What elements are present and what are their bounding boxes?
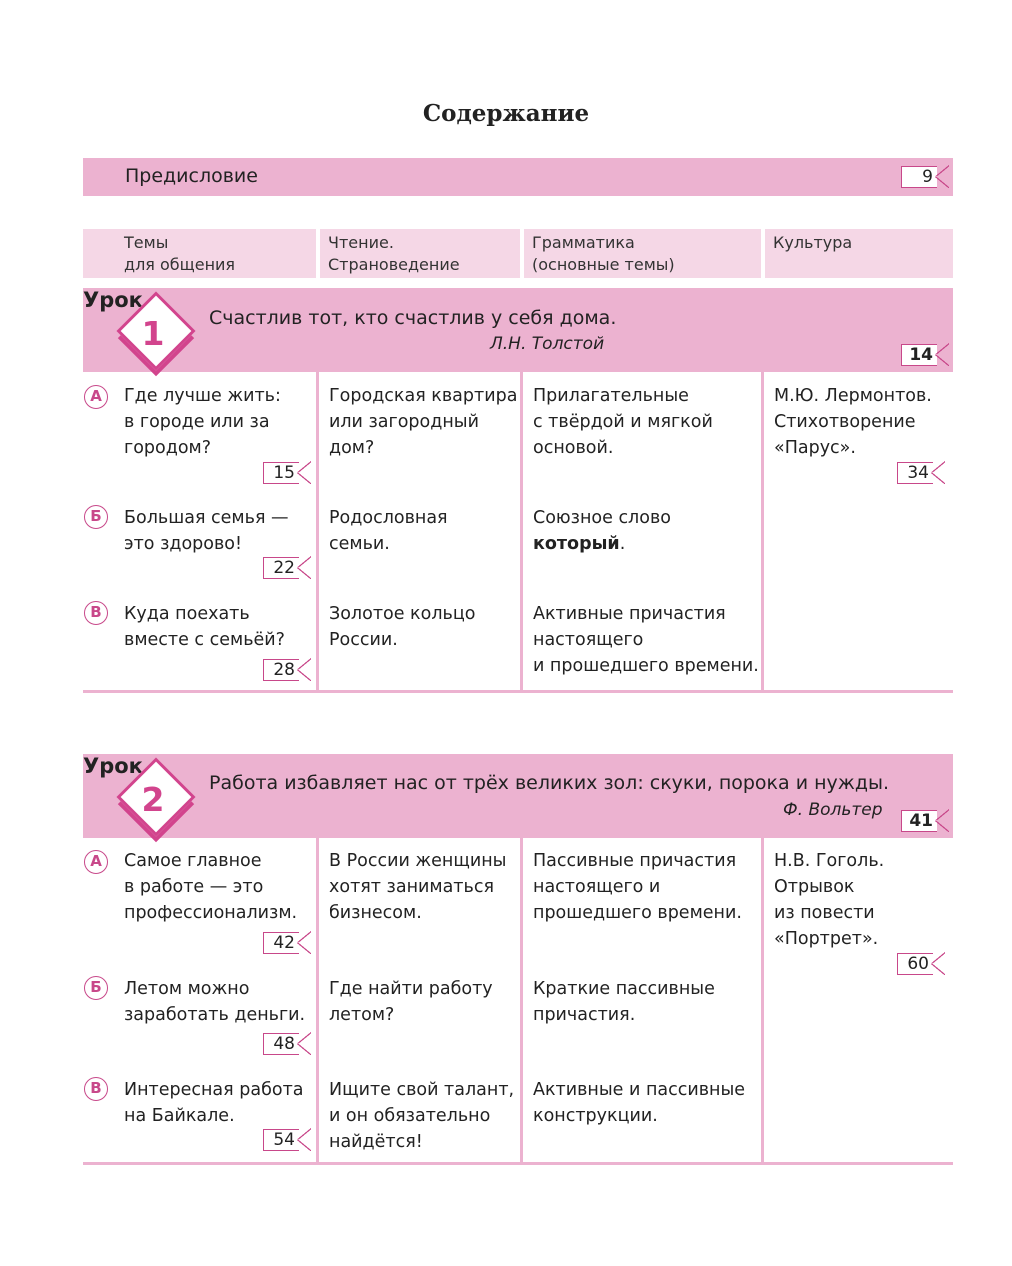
lesson-1-section-v-reading: Золотое кольцо России. bbox=[329, 604, 476, 650]
lesson-2-section-a-grammar: Пассивные причастия настоящего и прошедшего времени. bbox=[533, 851, 742, 923]
lesson-1-section-b-grammar-bold: который bbox=[533, 534, 620, 554]
lesson-1-divider-2 bbox=[520, 372, 523, 690]
lesson-2-section-v-reading: Ищите свой талант, и он обязательно найдётся! bbox=[329, 1080, 515, 1152]
lesson-1-section-a-topic[interactable]: Где лучше жить: в городе или за городом? bbox=[124, 386, 281, 458]
lesson-2-culture[interactable]: Н.В. Гоголь. Отрывок из повести «Портрет». bbox=[774, 851, 885, 949]
header-grammar bbox=[524, 229, 761, 278]
lesson-2-section-a-marker: А bbox=[84, 850, 108, 874]
lesson-1-author: Л.Н. Толстой bbox=[490, 334, 605, 354]
lesson-2-section-v-grammar: Активные и пассивные конструкции. bbox=[533, 1080, 746, 1126]
header-topics bbox=[83, 229, 316, 278]
lesson-1-divider-3 bbox=[761, 372, 764, 690]
lesson-2-bottom-rule bbox=[83, 1162, 953, 1165]
lesson-2-urok-label: Урок bbox=[83, 754, 143, 778]
lesson-2-section-a-page[interactable]: 42 bbox=[263, 932, 299, 954]
header-reading-label: Чтение. Страноведение bbox=[328, 233, 460, 274]
lesson-1-section-v-page[interactable]: 28 bbox=[263, 659, 299, 681]
lesson-1-urok-label: Урок bbox=[83, 288, 143, 312]
lesson-1-section-a-marker: А bbox=[84, 385, 108, 409]
header-culture-label: Культура bbox=[773, 233, 853, 252]
lesson-1-bottom-rule bbox=[83, 690, 953, 693]
preface-label: Предисловие bbox=[125, 165, 258, 187]
lesson-1-section-v-marker: В bbox=[84, 601, 108, 625]
preface-page-badge[interactable]: 9 bbox=[901, 166, 937, 188]
preface-row[interactable] bbox=[83, 158, 953, 196]
lesson-1-divider-1 bbox=[316, 372, 319, 690]
lesson-2-section-v-topic[interactable]: Интересная работа на Байкале. bbox=[124, 1080, 304, 1126]
header-culture bbox=[765, 229, 953, 278]
header-grammar-label: Грамматика (основные темы) bbox=[532, 233, 675, 274]
lesson-2-section-b-topic[interactable]: Летом можно заработать деньги. bbox=[124, 979, 306, 1025]
lesson-1-section-a-page[interactable]: 15 bbox=[263, 462, 299, 484]
lesson-2-section-v-marker: В bbox=[84, 1077, 108, 1101]
lesson-2-culture-page[interactable]: 60 bbox=[897, 953, 933, 975]
lesson-1-page-badge[interactable]: 14 bbox=[901, 344, 937, 366]
lesson-2-page-badge[interactable]: 41 bbox=[901, 810, 937, 832]
lesson-2-section-b-marker: Б bbox=[84, 976, 108, 1000]
lesson-1-culture-page[interactable]: 34 bbox=[897, 462, 933, 484]
lesson-2-divider-3 bbox=[761, 838, 764, 1163]
lesson-2-number: 2 bbox=[141, 780, 165, 819]
lesson-2-section-a-reading: В России женщины хотят заниматься бизнесом. bbox=[329, 851, 507, 923]
lesson-2-quote: Работа избавляет нас от трёх великих зол: скуки, порока и нужды. bbox=[209, 772, 890, 794]
lesson-2-section-a-topic[interactable]: Самое главное в работе — это профессионализм. bbox=[124, 851, 298, 923]
lesson-1-section-v-grammar: Активные причастия настоящего и прошедшего времени. bbox=[533, 604, 759, 676]
page-title: Содержание bbox=[422, 100, 590, 127]
lesson-1-quote: Счастлив тот, кто счастлив у себя дома. bbox=[209, 307, 617, 329]
lesson-1-culture[interactable]: М.Ю. Лермонтов. Стихотворение «Парус». bbox=[774, 386, 932, 458]
lesson-1-section-b-topic[interactable]: Большая семья — это здорово! bbox=[124, 508, 289, 554]
lesson-2-section-b-page[interactable]: 48 bbox=[263, 1033, 299, 1055]
lesson-1-section-b-grammar-text: Союзное слово bbox=[533, 508, 671, 528]
lesson-1-section-b-page[interactable]: 22 bbox=[263, 557, 299, 579]
lesson-2-divider-2 bbox=[520, 838, 523, 1163]
lesson-2-divider-1 bbox=[316, 838, 319, 1163]
lesson-1-section-v-topic[interactable]: Куда поехать вместе с семьёй? bbox=[124, 604, 285, 650]
lesson-1-section-a-reading: Городская квартира или загородный дом? bbox=[329, 386, 518, 458]
lesson-2-section-b-reading: Где найти работу летом? bbox=[329, 979, 493, 1025]
lesson-1-section-b-grammar-tail: . bbox=[619, 534, 626, 554]
lesson-2-section-b-grammar: Краткие пассивные причастия. bbox=[533, 979, 715, 1025]
lesson-1-section-b-reading: Родословная семьи. bbox=[329, 508, 448, 554]
header-topics-label: Темы для общения bbox=[124, 233, 236, 274]
lesson-2-section-v-page[interactable]: 54 bbox=[263, 1129, 299, 1151]
header-reading bbox=[320, 229, 520, 278]
lesson-2-author: Ф. Вольтер bbox=[783, 800, 883, 820]
lesson-1-section-b-grammar bbox=[533, 505, 671, 557]
lesson-1-header[interactable] bbox=[83, 288, 953, 372]
lesson-1-section-a-grammar: Прилагательные с твёрдой и мягкой основой. bbox=[533, 386, 713, 458]
lesson-1-section-b-marker: Б bbox=[84, 505, 108, 529]
lesson-2-header[interactable] bbox=[83, 754, 953, 838]
lesson-1-number: 1 bbox=[141, 314, 165, 353]
